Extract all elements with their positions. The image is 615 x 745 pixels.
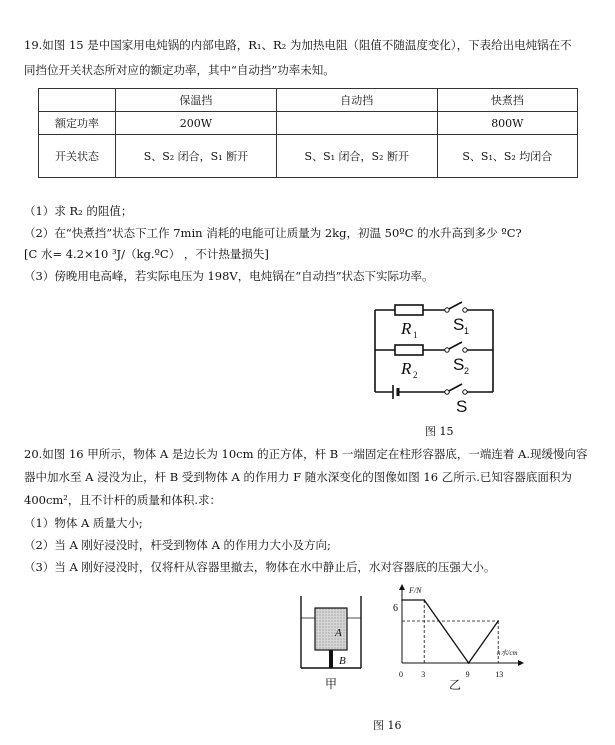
q19-sub1: （1）求 R₂ 的阻值； xyxy=(24,204,133,218)
label-r1: R xyxy=(401,319,412,338)
x-tick-label: 9 xyxy=(465,670,470,679)
rod-b xyxy=(329,650,333,668)
label-s: S xyxy=(456,397,468,416)
q19-sub3: （3）傍晚用电高峰，若实际电压为 198V，电炖锅在“自动挡”状态下实际功率。 xyxy=(24,269,434,283)
label-r2-sub: 2 xyxy=(413,370,418,380)
cube-a xyxy=(315,608,347,650)
q20-line1: 20.如图 16 甲所示，物体 A 是边长为 10cm 的正方体，杆 B 一端固定在柱形容器底，一端连着 A.现缓慢向容 xyxy=(24,447,588,461)
q19-sub2: （2）在“快煮挡”状态下工作 7min 消耗的电能可让质量为 2kg，初温 50ºC 的水升高到多少 ºC? xyxy=(24,226,522,240)
force-depth-chart xyxy=(385,583,525,693)
label-s2-sub: 2 xyxy=(464,366,470,376)
circuit-diagram-fig15 xyxy=(365,290,515,420)
y-tick-label: 6 xyxy=(393,603,398,614)
label-a: A xyxy=(335,627,342,639)
label-r1-sub: 1 xyxy=(413,330,418,340)
table-header-cell: 保温挡 xyxy=(116,89,277,112)
table-header-cell xyxy=(39,89,116,112)
data-point xyxy=(423,599,425,601)
resistor-r1 xyxy=(395,305,423,315)
resistor-r2 xyxy=(395,345,423,355)
table-cell: S、S₁、S₂ 均闭合 xyxy=(437,135,577,178)
table-cell: 开关状态 xyxy=(39,135,116,178)
label-s2: S xyxy=(453,355,465,374)
table-header-cell: 快煮挡 xyxy=(437,89,577,112)
label-s1: S xyxy=(453,315,465,334)
q20-line2: 器中加水至 A 浸没为止，杆 B 受到物体 A 的作用力 F 随水深变化的图像如图 16 乙所示.已知容器底面积为 xyxy=(24,470,572,484)
table-header-row xyxy=(39,89,578,112)
table-cell: S、S₂ 闭合，S₁ 断开 xyxy=(116,135,277,178)
x-tick-label: 3 xyxy=(421,670,426,679)
data-point xyxy=(401,599,403,601)
fig15-caption: 图 15 xyxy=(425,425,454,438)
series-line xyxy=(402,600,498,663)
q20-sub3: （3）当 A 刚好浸没时，仅将杆从容器里撤去，物体在水中静止后，水对容器底的压强大小。 xyxy=(24,560,496,574)
label-r2: R xyxy=(401,359,412,378)
origin-label: 0 xyxy=(399,670,403,679)
container-diagram-jia xyxy=(295,590,375,700)
table-cell: 额定功率 xyxy=(39,112,116,135)
q20-sub2: （2）当 A 刚好浸没时，杆受到物体 A 的作用力大小及方向; xyxy=(24,538,331,552)
table-row xyxy=(39,135,578,178)
table-cell: 200W xyxy=(116,112,277,135)
y-axis-label: F/N xyxy=(409,586,422,595)
x-axis-label: h水/cm xyxy=(497,649,518,657)
caption-yi: 乙 xyxy=(449,678,462,692)
fig16-caption: 图 16 xyxy=(373,719,402,732)
q20-sub1: （1）物体 A 质量大小; xyxy=(24,516,143,530)
label-s1-sub: 1 xyxy=(464,326,470,336)
q20-line3: 400cm²，且不计杆的质量和体积.求： xyxy=(24,493,222,507)
data-point xyxy=(497,620,499,622)
table-cell: S、S₁ 闭合，S₂ 断开 xyxy=(276,135,437,178)
q19-line2: 同挡位开关状态所对应的额定功率，其中“自动挡”功率未知。 xyxy=(24,63,335,77)
power-table xyxy=(38,88,578,178)
table-cell xyxy=(276,112,437,135)
x-tick-label: 13 xyxy=(495,670,504,679)
caption-jia: 甲 xyxy=(325,677,338,691)
table-header-cell: 自动挡 xyxy=(276,89,437,112)
table-row xyxy=(39,112,578,135)
table-cell: 800W xyxy=(437,112,577,135)
data-point xyxy=(468,662,470,664)
q19-sub2-formula: [C 水= 4.2×10 ³J/（kg.ºC） ，不计热量损失] xyxy=(24,247,269,261)
label-b: B xyxy=(339,655,346,667)
q19-line1: 19.如图 15 是中国家用电炖锅的内部电路，R₁、R₂ 为加热电阻（阻值不随温度变化），下表给出电炖锅在不 xyxy=(24,38,572,52)
